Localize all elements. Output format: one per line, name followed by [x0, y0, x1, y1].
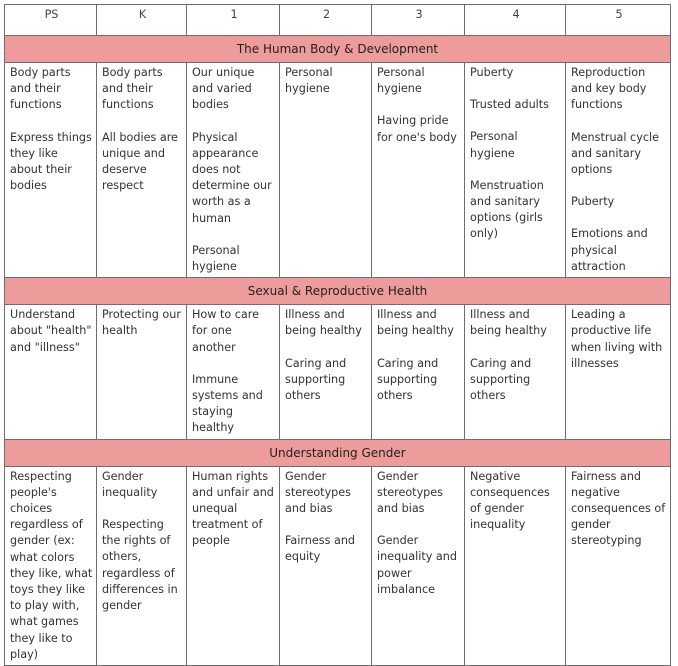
topic-entry: Human rights and unfair and unequal treatment of people	[192, 469, 274, 548]
section-row-human-body	[5, 63, 671, 278]
topic-entry: Respecting the rights of others, regardless of differences in gender	[102, 518, 178, 613]
table-cell	[187, 466, 280, 665]
grade-header-row	[5, 5, 671, 36]
table-cell	[280, 63, 372, 278]
table-cell	[566, 305, 671, 439]
table-cell	[566, 63, 671, 278]
topic-entry: Puberty	[571, 195, 615, 209]
topic-entry: Menstrual cycle and sanitary options	[571, 130, 659, 177]
section-header-gender	[5, 439, 671, 466]
table-cell	[465, 305, 566, 439]
table-cell	[97, 305, 187, 439]
column-header-grade-3: 3	[372, 5, 465, 36]
topic-entry: Gender inequality	[102, 469, 158, 499]
topic-entry: Body parts and their functions	[10, 66, 71, 112]
topic-entry: Illness and being healthy	[470, 308, 547, 338]
column-header-ps: PS	[5, 5, 97, 36]
topic-entry: Illness and being healthy	[377, 308, 454, 338]
topic-entry: Having pride for one's body	[377, 114, 457, 144]
section-row-sexual-health	[5, 305, 671, 439]
table-cell	[566, 466, 671, 665]
topic-entry: Personal hygiene	[377, 66, 425, 96]
table-cell	[280, 466, 372, 665]
topic-entry: Immune systems and staying healthy	[192, 372, 263, 435]
table-cell	[5, 305, 97, 439]
topic-entry: Personal hygiene	[192, 243, 240, 274]
table-cell	[187, 63, 280, 278]
table-cell	[5, 466, 97, 665]
table-cell	[465, 63, 566, 278]
topic-entry: Express things they like about their bodies	[10, 130, 92, 193]
topic-entry: Caring and supporting others	[377, 356, 439, 403]
table-cell	[5, 63, 97, 278]
topic-entry: How to care for one another	[192, 308, 259, 354]
topic-entry: Understand about "health" and "illness"	[10, 308, 92, 354]
table-cell	[372, 466, 465, 665]
topic-entry: Gender stereotypes and bias	[285, 469, 351, 516]
topic-entry: Fairness and negative consequences of gender stereotyping	[571, 469, 666, 548]
section-header-sexual-health	[5, 278, 671, 305]
topic-entry: Caring and supporting others	[470, 356, 532, 403]
table-cell	[372, 305, 465, 439]
section-title: The Human Body & Development	[5, 36, 671, 63]
table-cell	[97, 63, 187, 278]
topic-entry: All bodies are unique and deserve respect	[102, 130, 178, 193]
topic-entry: Gender stereotypes and bias	[377, 469, 443, 516]
table-cell	[187, 305, 280, 439]
section-header-human-body	[5, 36, 671, 63]
section-title: Understanding Gender	[5, 439, 671, 466]
topic-entry: Physical appearance does not determine our worth as a human	[192, 130, 272, 225]
topic-entry: Gender inequality and power imbalance	[377, 534, 457, 596]
column-header-k: K	[97, 5, 187, 36]
table-cell	[372, 63, 465, 278]
topic-entry: Personal hygiene	[470, 130, 518, 160]
table-cell	[280, 305, 372, 439]
topic-entry: Emotions and physical attraction	[571, 227, 648, 273]
section-row-gender	[5, 466, 671, 665]
topic-entry: Negative consequences of gender inequality	[470, 469, 550, 532]
topic-entry: Trusted adults	[470, 98, 550, 112]
column-header-grade-5: 5	[566, 5, 671, 36]
section-title: Sexual & Reproductive Health	[5, 278, 671, 305]
topic-entry: Leading a productive life when living with illnesses	[571, 308, 663, 370]
topic-entry: Personal hygiene	[285, 66, 333, 96]
topic-entry: Body parts and their functions	[102, 66, 163, 112]
topic-entry: Fairness and equity	[285, 534, 356, 564]
topic-entry: Puberty	[470, 66, 514, 79]
topic-entry: Respecting people's choices regardless of gender (ex: what colors they like, what toys they like to play with, what games they like to play)	[10, 469, 93, 661]
curriculum-table	[4, 4, 671, 666]
column-header-grade-4: 4	[465, 5, 566, 36]
topic-entry: Caring and supporting others	[285, 356, 347, 403]
table-cell	[97, 466, 187, 665]
topic-entry: Our unique and varied bodies	[192, 66, 255, 112]
topic-entry: Illness and being healthy	[285, 308, 362, 338]
topic-entry: Protecting our health	[102, 308, 181, 338]
table-cell	[465, 466, 566, 665]
topic-entry: Menstruation and sanitary options (girls only)	[470, 178, 544, 241]
column-header-grade-2: 2	[280, 5, 372, 36]
topic-entry: Reproduction and key body functions	[571, 66, 647, 112]
column-header-grade-1: 1	[187, 5, 280, 36]
